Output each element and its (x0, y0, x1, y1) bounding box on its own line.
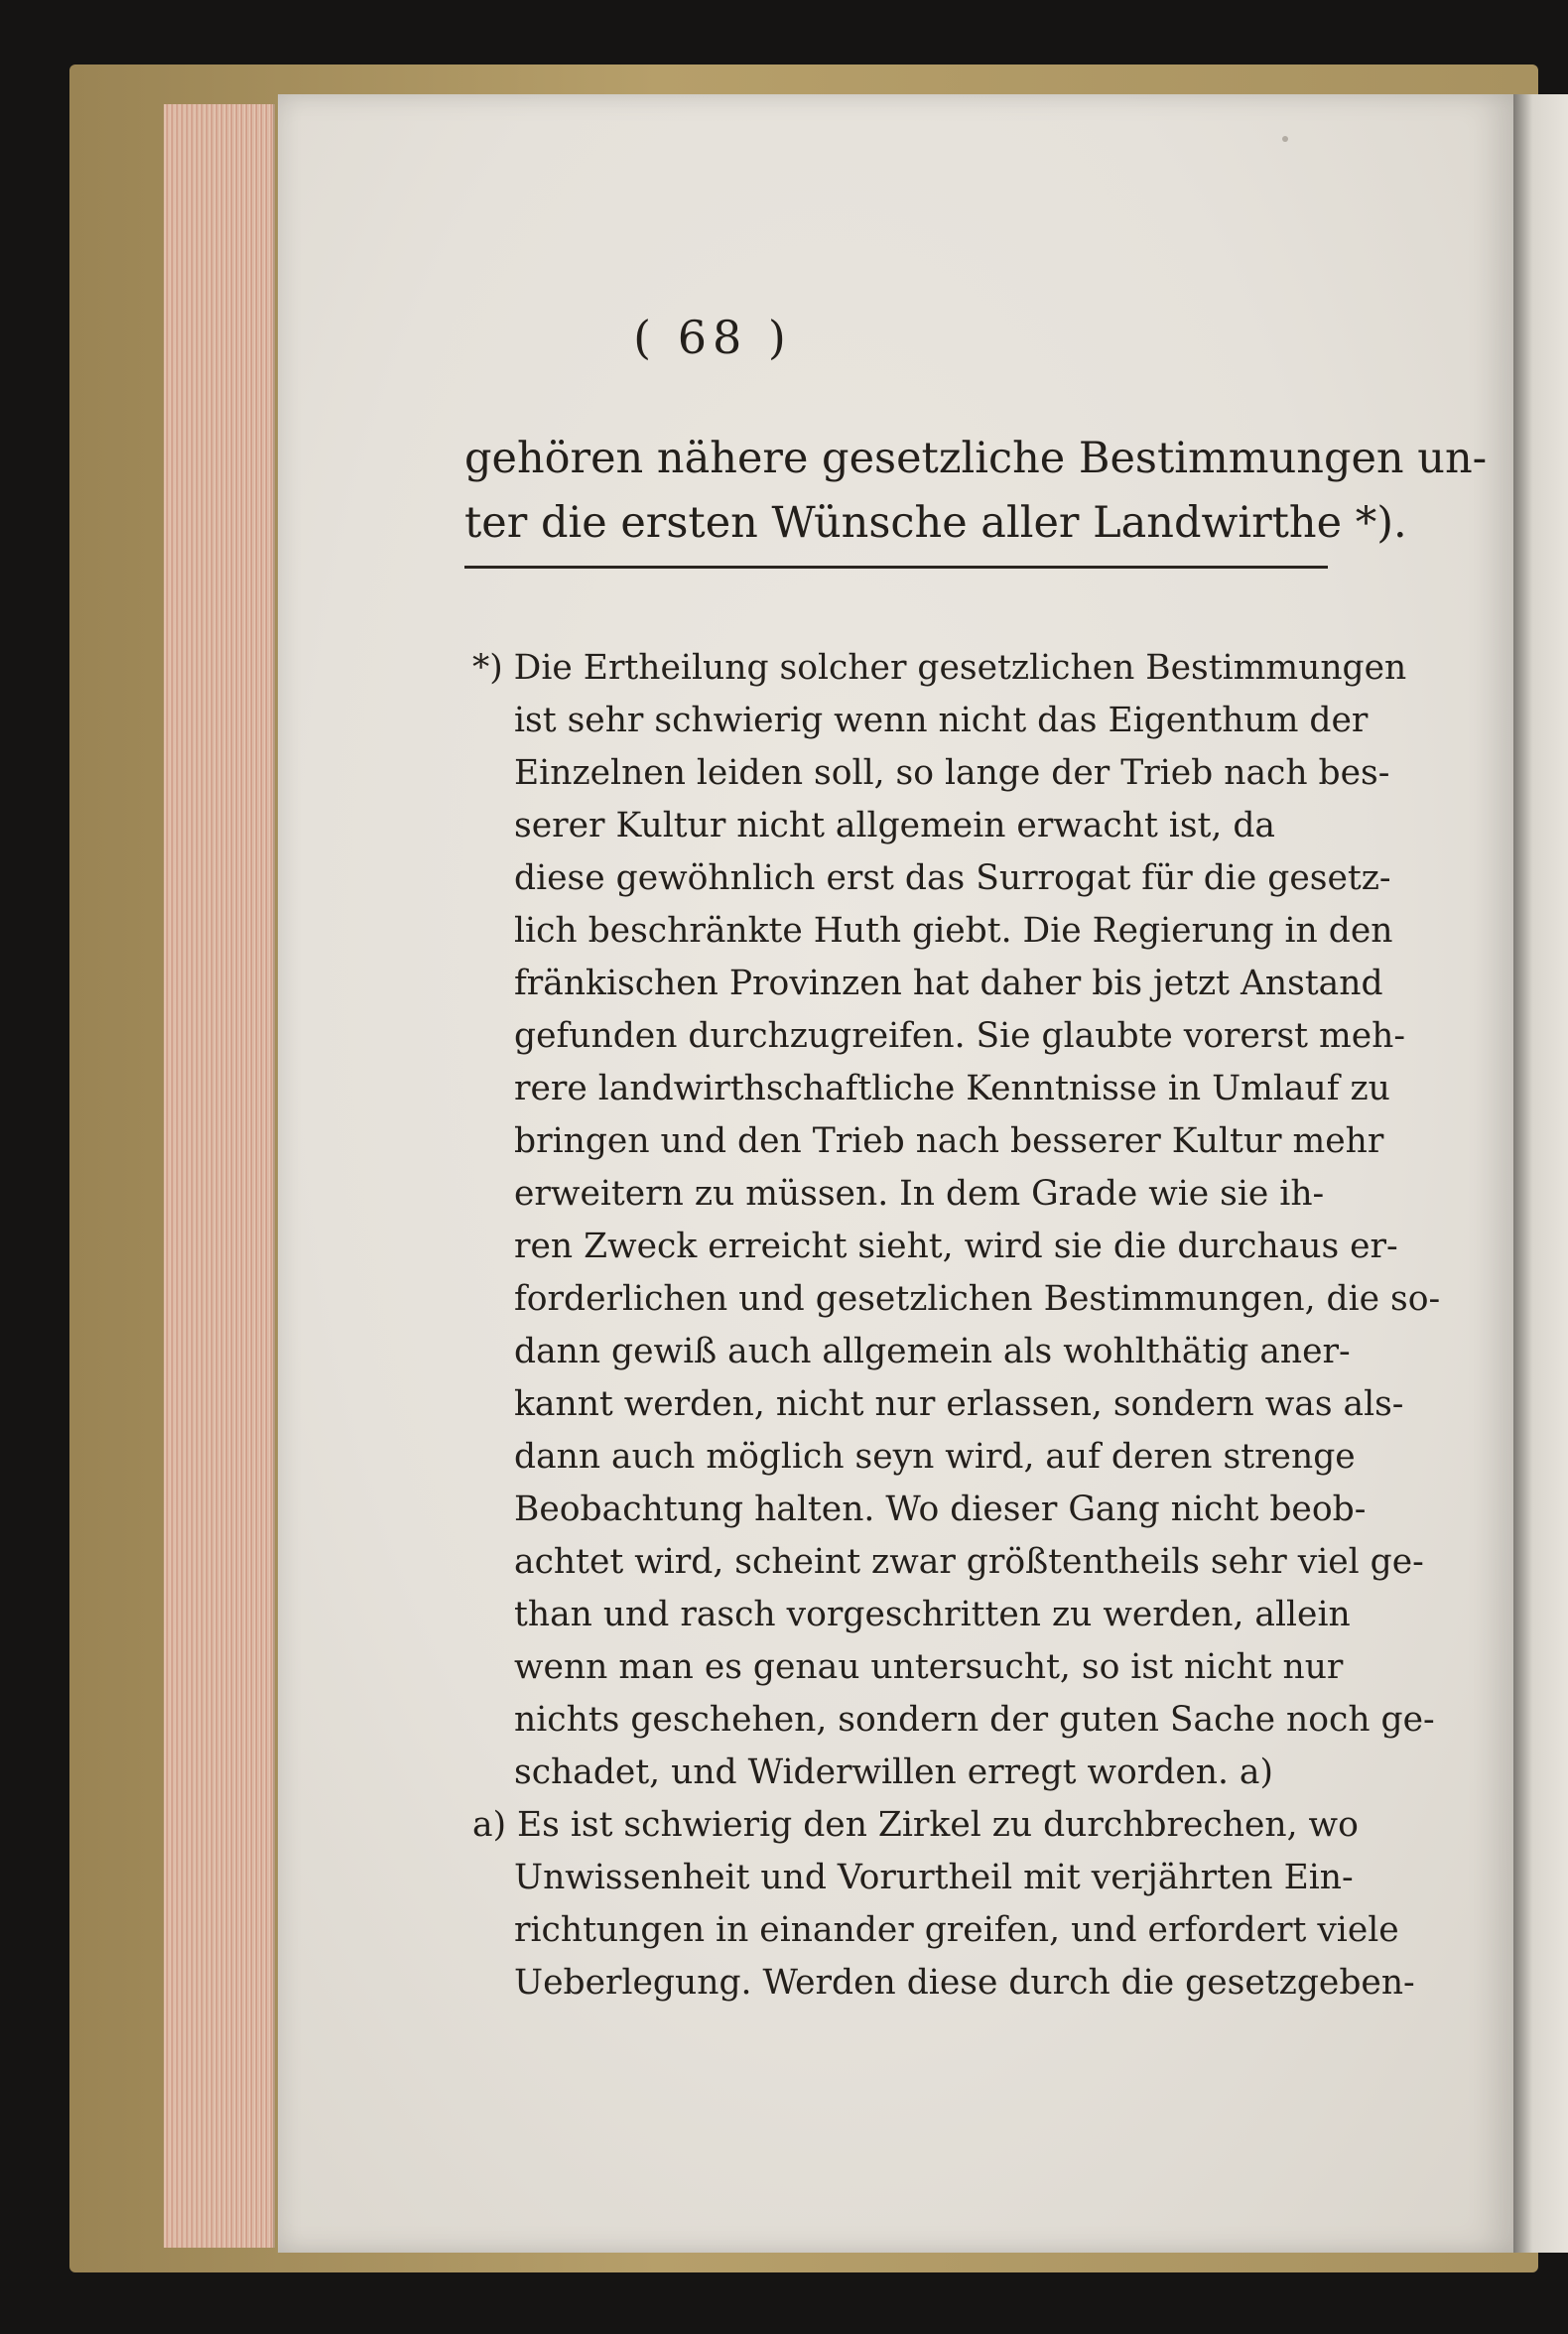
footnote-line: a) Es ist schwierig den Zirkel zu durchbrechen, wo (472, 1805, 1359, 1845)
footnote-line: serer Kultur nicht allgemein erwacht ist, da (514, 806, 1275, 845)
footnote-line: dann auch möglich seyn wird, auf deren strenge (514, 1437, 1356, 1477)
footnote-line: Einzelnen leiden soll, so lange der Trieb nach bes- (514, 753, 1390, 793)
footnote-line: Unwissenheit und Vorurtheil mit verjährten Ein- (514, 1858, 1354, 1897)
page-number: ( 68 ) (633, 311, 792, 364)
footnote-line: Ueberlegung. Werden diese durch die gesetzgeben- (514, 1963, 1415, 2003)
footnote-line: ist sehr schwierig wenn nicht das Eigenthum der (514, 701, 1369, 740)
next-page-edge (1513, 94, 1568, 2253)
footnote-line: rere landwirthschaftliche Kenntnisse in Umlauf zu (514, 1069, 1390, 1108)
footnote-line: schadet, und Widerwillen erregt worden. a) (514, 1752, 1273, 1792)
footnote-line: diese gewöhnlich erst das Surrogat für die gesetz- (514, 858, 1391, 898)
footnote-line: ren Zweck erreicht sieht, wird sie die durchaus er- (514, 1227, 1398, 1266)
footnote-line: richtungen in einander greifen, und erfordert viele (514, 1910, 1399, 1950)
book-page (278, 94, 1513, 2253)
footnote-rule (464, 566, 1328, 569)
footnote-line: fränkischen Provinzen hat daher bis jetzt Anstand (514, 964, 1383, 1003)
footnote-line: achtet wird, scheint zwar größtentheils sehr viel ge- (514, 1542, 1424, 1582)
footnote-line: wenn man es genau untersucht, so ist nicht nur (514, 1647, 1344, 1687)
paper-speck (1282, 136, 1288, 142)
footnote-line: forderlichen und gesetzlichen Bestimmungen, die so- (514, 1279, 1441, 1319)
footnote-line: bringen und den Trieb nach besserer Kultur mehr (514, 1121, 1384, 1161)
footnote-line: than und rasch vorgeschritten zu werden, allein (514, 1595, 1351, 1634)
footnote-line: kannt werden, nicht nur erlassen, sondern was als- (514, 1384, 1404, 1424)
footnote-line: lich beschränkte Huth giebt. Die Regierung in den (514, 911, 1393, 951)
main-text-line: ter die ersten Wünsche aller Landwirthe *). (464, 498, 1407, 548)
footnote-line: dann gewiß auch allgemein als wohlthätig aner- (514, 1332, 1351, 1371)
footnote-line: gefunden durchzugreifen. Sie glaubte vorerst meh- (514, 1016, 1405, 1056)
footnote-line: Beobachtung halten. Wo dieser Gang nicht beob- (514, 1490, 1367, 1529)
footnote-line: erweitern zu müssen. In dem Grade wie sie ih- (514, 1174, 1325, 1214)
main-text-line: gehören nähere gesetzliche Bestimmungen un- (464, 434, 1488, 483)
footnote-line: nichts geschehen, sondern der guten Sache noch ge- (514, 1700, 1435, 1740)
footnote-line: *) Die Ertheilung solcher gesetzlichen Bestimmungen (472, 648, 1407, 688)
page-edges (164, 104, 275, 2248)
book (69, 65, 1568, 2272)
